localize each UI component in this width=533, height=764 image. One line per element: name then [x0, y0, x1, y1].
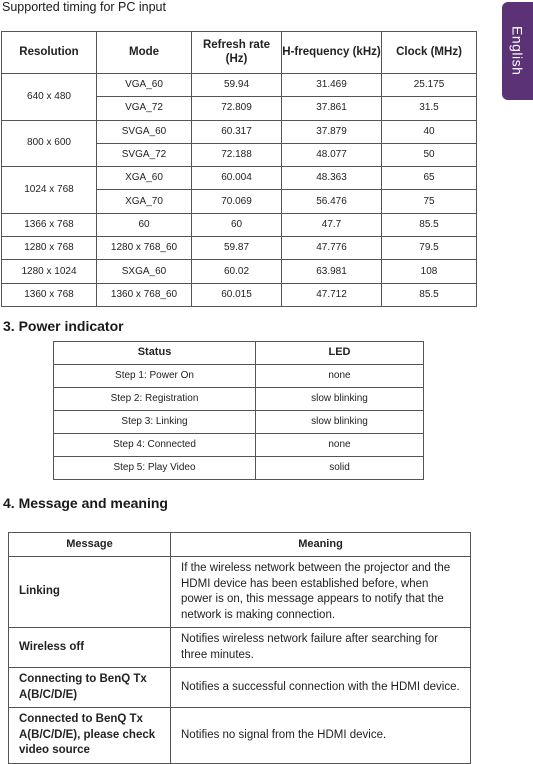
- table-row: [54, 457, 424, 480]
- table-row: [54, 365, 424, 388]
- table-row: [2, 237, 477, 260]
- refresh-cell: 59.87: [192, 237, 282, 260]
- timing-header-mode: Mode: [97, 32, 192, 74]
- hfreq-cell: 47.7: [282, 213, 382, 236]
- hfreq-cell: 48.077: [282, 143, 382, 166]
- mode-cell: XGA_60: [97, 167, 192, 190]
- refresh-cell: 70.069: [192, 190, 282, 213]
- table-row: [9, 708, 471, 764]
- power-header-status: Status: [54, 342, 256, 365]
- table-row: [2, 120, 477, 143]
- message-cell: Linking: [9, 557, 171, 628]
- clock-cell: 65: [382, 167, 477, 190]
- mode-cell: 1280 x 768_60: [97, 237, 192, 260]
- clock-cell: 85.5: [382, 283, 477, 306]
- power-header-row: [54, 342, 424, 365]
- hfreq-cell: 63.981: [282, 260, 382, 283]
- clock-cell: 31.5: [382, 97, 477, 120]
- resolution-cell: 640 x 480: [2, 74, 97, 121]
- led-cell: none: [256, 434, 424, 457]
- table-row: [2, 283, 477, 306]
- message-cell: Connected to BenQ Tx A(B/C/D/E), please check video source: [9, 708, 171, 764]
- led-cell: slow blinking: [256, 411, 424, 434]
- refresh-cell: 60: [192, 213, 282, 236]
- message-cell: Connecting to BenQ Tx A(B/C/D/E): [9, 668, 171, 708]
- message-cell: Wireless off: [9, 628, 171, 668]
- power-indicator-heading: 3. Power indicator: [3, 318, 124, 334]
- meaning-cell: Notifies wireless network failure after searching for three minutes.: [171, 628, 471, 668]
- timing-header-refresh: Refresh rate (Hz): [192, 32, 282, 74]
- resolution-cell: 1280 x 768: [2, 237, 97, 260]
- mode-cell: VGA_60: [97, 74, 192, 97]
- timing-header-clock: Clock (MHz): [382, 32, 477, 74]
- table-row: [9, 668, 471, 708]
- intro-caption: Supported timing for PC input: [2, 0, 166, 14]
- led-cell: solid: [256, 457, 424, 480]
- message-header-row: [9, 533, 471, 557]
- timing-header-hfreq: H-frequency (kHz): [282, 32, 382, 74]
- power-indicator-table: [53, 341, 424, 480]
- refresh-cell: 60.02: [192, 260, 282, 283]
- language-tab-label: English: [509, 26, 526, 76]
- clock-cell: 40: [382, 120, 477, 143]
- refresh-cell: 60.015: [192, 283, 282, 306]
- timing-table: [1, 31, 477, 307]
- mode-cell: SXGA_60: [97, 260, 192, 283]
- message-header-message: Message: [9, 533, 171, 557]
- mode-cell: VGA_72: [97, 97, 192, 120]
- hfreq-cell: 47.776: [282, 237, 382, 260]
- refresh-cell: 59.94: [192, 74, 282, 97]
- table-row: [9, 557, 471, 628]
- clock-cell: 108: [382, 260, 477, 283]
- table-row: [2, 74, 477, 97]
- resolution-cell: 1280 x 1024: [2, 260, 97, 283]
- message-meaning-heading: 4. Message and meaning: [3, 495, 168, 511]
- hfreq-cell: 47.712: [282, 283, 382, 306]
- timing-header-row: [2, 32, 477, 74]
- resolution-cell: 1360 x 768: [2, 283, 97, 306]
- hfreq-cell: 56.476: [282, 190, 382, 213]
- language-tab[interactable]: [502, 2, 533, 100]
- hfreq-cell: 37.879: [282, 120, 382, 143]
- clock-cell: 79.5: [382, 237, 477, 260]
- mode-cell: 60: [97, 213, 192, 236]
- table-row: [2, 167, 477, 190]
- refresh-cell: 60.317: [192, 120, 282, 143]
- status-cell: Step 3: Linking: [54, 411, 256, 434]
- hfreq-cell: 48.363: [282, 167, 382, 190]
- resolution-cell: 800 x 600: [2, 120, 97, 167]
- message-header-meaning: Meaning: [171, 533, 471, 557]
- mode-cell: SVGA_60: [97, 120, 192, 143]
- table-row: [9, 628, 471, 668]
- clock-cell: 25.175: [382, 74, 477, 97]
- hfreq-cell: 37.861: [282, 97, 382, 120]
- mode-cell: SVGA_72: [97, 143, 192, 166]
- table-row: [54, 411, 424, 434]
- refresh-cell: 72.188: [192, 143, 282, 166]
- resolution-cell: 1366 x 768: [2, 213, 97, 236]
- mode-cell: XGA_70: [97, 190, 192, 213]
- table-row: [2, 213, 477, 236]
- meaning-cell: Notifies a successful connection with the HDMI device.: [171, 668, 471, 708]
- refresh-cell: 60.004: [192, 167, 282, 190]
- status-cell: Step 1: Power On: [54, 365, 256, 388]
- status-cell: Step 2: Registration: [54, 388, 256, 411]
- table-row: [54, 434, 424, 457]
- led-cell: slow blinking: [256, 388, 424, 411]
- refresh-cell: 72.809: [192, 97, 282, 120]
- power-header-led: LED: [256, 342, 424, 365]
- status-cell: Step 4: Connected: [54, 434, 256, 457]
- table-row: [54, 388, 424, 411]
- mode-cell: 1360 x 768_60: [97, 283, 192, 306]
- meaning-cell: If the wireless network between the projector and the HDMI device has been established before, when power is on, this message appears to notify that the network is making connection.: [171, 557, 471, 628]
- status-cell: Step 5: Play Video: [54, 457, 256, 480]
- led-cell: none: [256, 365, 424, 388]
- clock-cell: 85.5: [382, 213, 477, 236]
- hfreq-cell: 31.469: [282, 74, 382, 97]
- timing-header-resolution: Resolution: [2, 32, 97, 74]
- clock-cell: 75: [382, 190, 477, 213]
- resolution-cell: 1024 x 768: [2, 167, 97, 214]
- table-row: [2, 260, 477, 283]
- message-meaning-table: [8, 532, 471, 764]
- clock-cell: 50: [382, 143, 477, 166]
- meaning-cell: Notifies no signal from the HDMI device.: [171, 708, 471, 764]
